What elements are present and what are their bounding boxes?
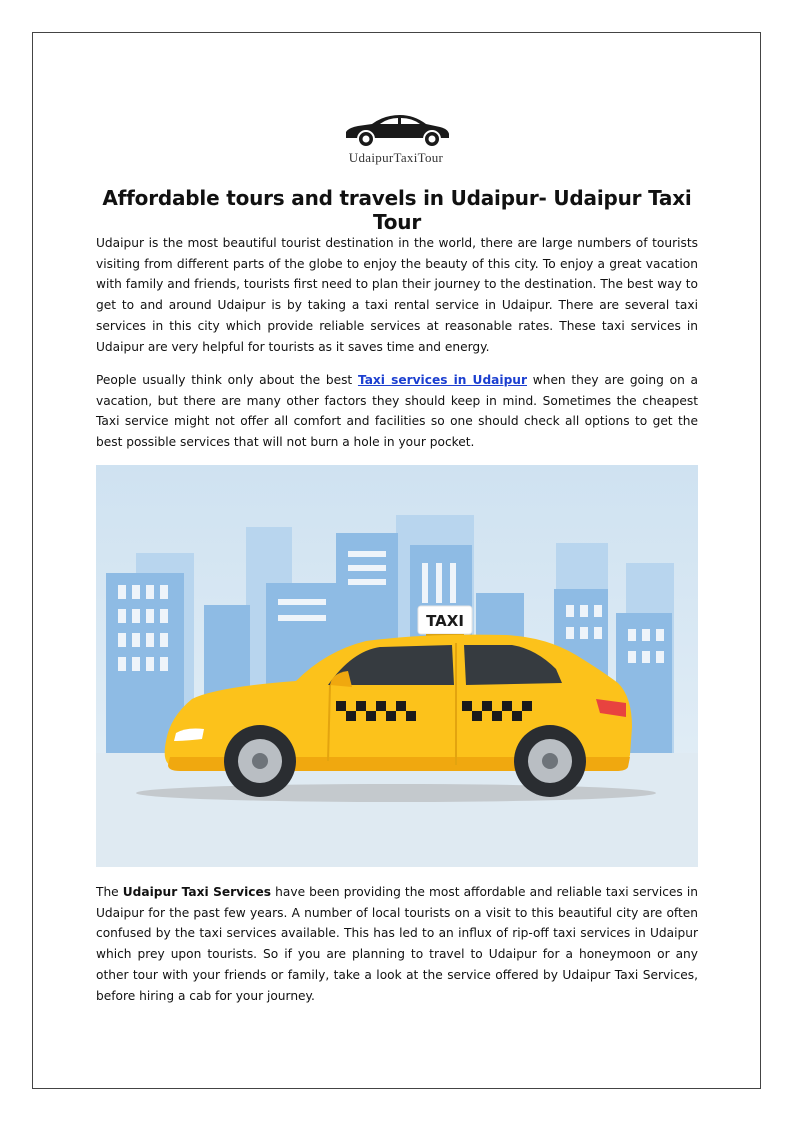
taxi-sign-text: TAXI <box>426 612 464 630</box>
paragraph-text: People usually think only about the best <box>96 373 358 387</box>
third-paragraph <box>96 882 698 1006</box>
taxi-illustration <box>96 465 698 867</box>
intro-paragraph: Udaipur is the most beautiful tourist destination in the world, there are large numbers of tourists visiting from different parts of the globe to enjoy the beauty of this city. To enjoy a great vacation with family and friends, tourists first need to plan their journey to the destination. The best way to get to and around Udaipur is by taking a taxi rental service in Udaipur. There are several taxi services in this city which provide reliable services at reasonable rates. These taxi services in Udaipur are very helpful for tourists as it saves time and energy. <box>96 236 698 354</box>
udaipur-taxi-services-bold: Udaipur Taxi Services <box>122 885 272 899</box>
paragraph-text: when they are going on a vacation, but there are many other factors they should keep in mind. Sometimes the cheapest Taxi service might not offer all comfort and facilities so one should check all options to get the best possible services that will not burn a hole in your pocket. <box>96 373 699 450</box>
brand-logo[interactable] <box>336 110 456 170</box>
logo-text: UdaipurTaxiTour <box>348 150 444 165</box>
paragraph-text: have been providing the most affordable and reliable taxi services in Udaipur for the past few years. A number of local tourists on a visit to this beautiful city are often confused by the taxi services available. This has led to an influx of rip-off taxi services in Udaipur which prey upon tourists. So if you are planning to travel to Udaipur for a honeymoon or any other tour with your friends or family, take a look at the service offered by Udaipur Taxi Services, before hiring a cab for your journey. <box>96 885 698 1003</box>
page-title: Affordable tours and travels in Udaipur- Udaipur Taxi Tour <box>102 186 692 234</box>
car-icon <box>340 110 452 150</box>
paragraph-text: The <box>96 885 123 899</box>
second-paragraph <box>96 370 698 453</box>
taxi-services-link[interactable]: Taxi services in Udaipur <box>357 373 527 387</box>
